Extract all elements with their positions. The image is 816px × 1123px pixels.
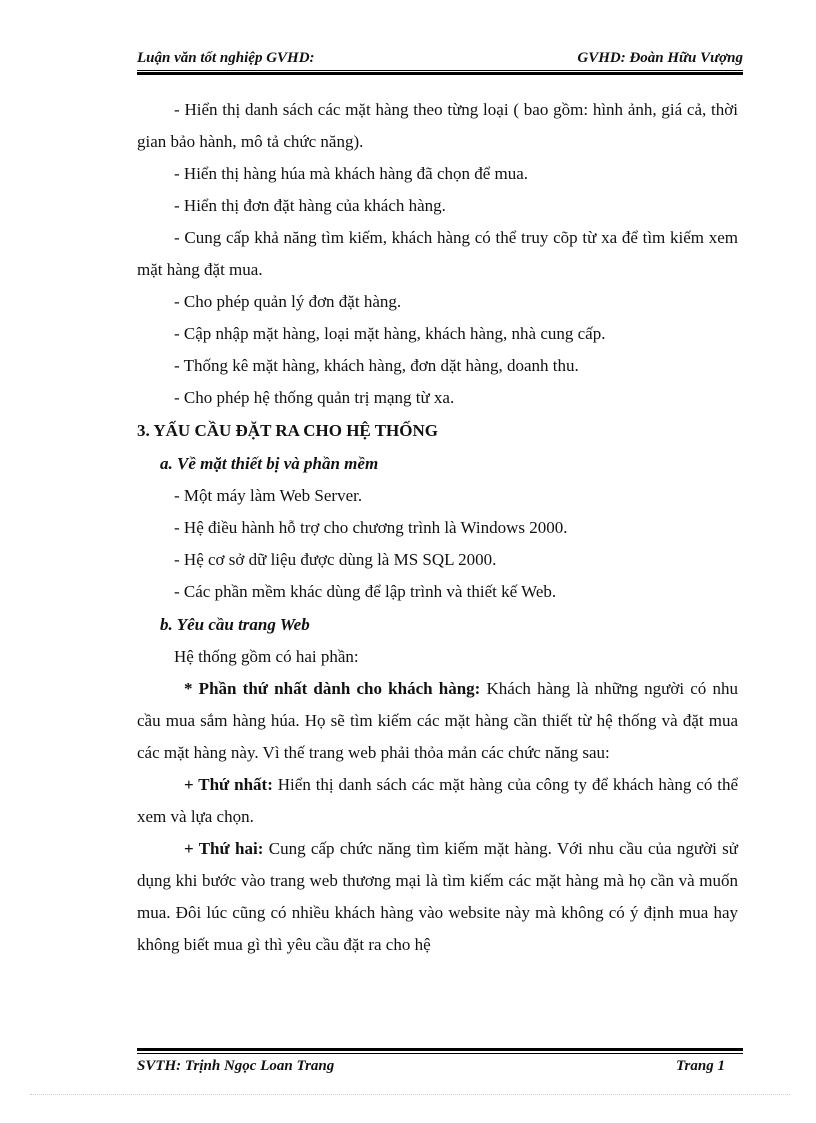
page-header xyxy=(137,48,743,70)
paragraph-part-one xyxy=(137,673,738,769)
second-label: + Thứ hai: xyxy=(184,839,264,858)
header-right-text: GVHD: Đoàn Hữu Vượng xyxy=(577,50,743,66)
document-body xyxy=(137,94,738,961)
header-left-text: Luận văn tốt nghiệp GVHD: xyxy=(137,50,315,66)
page-bottom-dotted-line xyxy=(30,1094,790,1095)
list-item: - Hệ điều hành hỗ trợ cho chương trình là Windows 2000. xyxy=(174,518,568,537)
page-number: Trang 1 xyxy=(675,1058,725,1074)
paragraph-first xyxy=(137,769,738,833)
subsection-heading-b: b. Yêu cầu trang Web xyxy=(160,615,310,634)
subsection-heading-a: a. Về mặt thiết bị và phần mềm xyxy=(160,454,379,473)
list-item: - Cho phép hệ thống quản trị mạng từ xa. xyxy=(174,388,455,407)
footer-rule-thick xyxy=(137,1048,743,1051)
list-item: - Cung cấp khả năng tìm kiếm, khách hàng có thể truy cõp từ xa để tìm kiếm xem mặt hàng đặt mua. xyxy=(137,228,738,279)
list-item: - Cập nhập mặt hàng, loại mặt hàng, khách hàng, nhà cung cấp. xyxy=(174,324,606,343)
footer-left-text: SVTH: Trịnh Ngọc Loan Trang xyxy=(137,1058,335,1074)
paragraph-second xyxy=(137,833,738,961)
part-one-text: Khách hàng là những người có nhu cầu mua sắm hàng húa. Họ sẽ tìm kiếm các mặt hàng cần thiết từ hệ thống và đặt mua các mặt hàng này. Vì thế trang web phải thỏa mản các chức năng sau: xyxy=(137,679,738,762)
list-item: - Hệ cơ sở dữ liệu được dùng là MS SQL 2000. xyxy=(174,550,497,569)
part-one-label: * Phần thứ nhất dành cho khách hàng: xyxy=(184,679,481,698)
footer-rule-thin xyxy=(137,1053,743,1054)
header-rule-thick xyxy=(137,72,743,75)
section-heading: 3. YẤU CẦU ĐẶT RA CHO HỆ THỐNG xyxy=(137,421,438,440)
list-item: - Hiển thị danh sách các mặt hàng theo từng loại ( bao gồm: hình ảnh, giá cả, thời gian bảo hành, mô tả chức năng). xyxy=(137,100,738,151)
second-text: Cung cấp chức năng tìm kiếm mặt hàng. Với nhu cầu của người sử dụng khi bước vào trang web thương mại là tìm kiếm các mặt hàng mà họ cần và muốn mua. Đôi lúc cũng có nhiều khách hàng vào website này mà không có ý định mua hay không biết mua gì thì yêu cầu đặt ra cho hệ xyxy=(137,839,738,954)
header-rule-thin xyxy=(137,70,743,71)
list-item: - Các phần mềm khác dùng để lập trình và thiết kế Web. xyxy=(174,582,557,601)
list-item: - Hiển thị đơn đặt hàng của khách hàng. xyxy=(174,196,446,215)
list-item: - Thống kê mặt hàng, khách hàng, đơn dặt hàng, doanh thu. xyxy=(174,356,579,375)
list-item: - Hiển thị hàng húa mà khách hàng đã chọn để mua. xyxy=(174,164,529,183)
page-footer xyxy=(137,1058,743,1078)
list-item: - Cho phép quản lý đơn đặt hàng. xyxy=(174,292,402,311)
paragraph-intro: Hệ thống gồm có hai phần: xyxy=(174,647,359,666)
first-label: + Thứ nhất: xyxy=(184,775,273,794)
list-item: - Một máy làm Web Server. xyxy=(174,486,363,505)
first-text: Hiển thị danh sách các mặt hàng của công ty để khách hàng có thể xem và lựa chọn. xyxy=(137,775,738,826)
